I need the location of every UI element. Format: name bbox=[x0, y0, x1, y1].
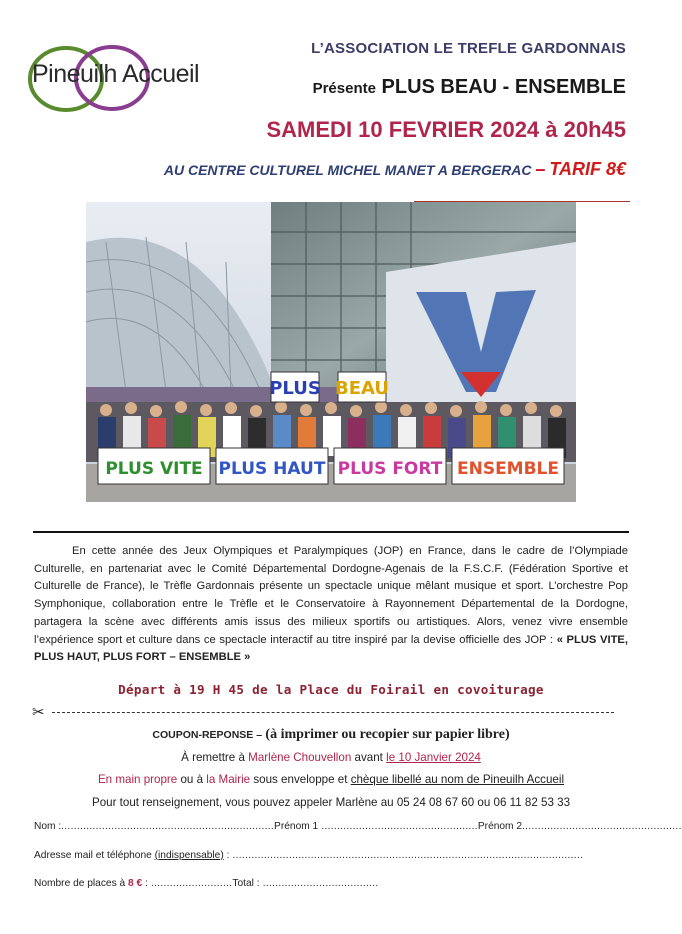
avant-text: avant bbox=[354, 751, 383, 764]
venue-dash: – bbox=[535, 159, 546, 179]
address-field[interactable]: ................................................................................................................ bbox=[229, 850, 584, 861]
return-instructions bbox=[0, 751, 662, 764]
delivery-instructions bbox=[0, 773, 662, 786]
prenom1-label: Prénom 1 bbox=[274, 821, 319, 832]
organization-name: L’ASSOCIATION LE TREFLE GARDONNAIS bbox=[311, 40, 626, 57]
jop-motto: « PLUS VITE, PLUS HAUT, PLUS FORT – ENSEMBLE » bbox=[34, 633, 629, 664]
event-date: SAMEDI 10 FEVRIER 2024 à 20h45 bbox=[266, 117, 626, 142]
description-paragraph bbox=[34, 543, 628, 667]
total-label: Total : bbox=[232, 878, 260, 889]
show-title-line bbox=[313, 76, 626, 99]
prenom1-field[interactable]: .................................................. bbox=[318, 821, 478, 832]
banner-plus-haut: PLUS HAUT bbox=[218, 459, 326, 479]
section-rule bbox=[33, 531, 629, 533]
sous-enveloppe-text: sous enveloppe et bbox=[253, 773, 348, 786]
contact-name: Marlène Chouvellon bbox=[248, 751, 352, 764]
en-text: En bbox=[97, 773, 113, 786]
show-title: PLUS BEAU - ENSEMBLE bbox=[381, 76, 626, 98]
logo-text: Pineuilh Accueil bbox=[32, 60, 200, 88]
scissors-icon: ✂ bbox=[32, 704, 45, 721]
coupon-title bbox=[0, 727, 662, 743]
places-field-row bbox=[34, 878, 379, 889]
departure-info: Départ à 19 H 45 de la Place du Foirail en covoiturage bbox=[118, 682, 544, 697]
places-colon: : bbox=[142, 878, 148, 889]
address-field-row bbox=[34, 850, 583, 861]
places-price: 8 € bbox=[128, 878, 143, 889]
group-photo bbox=[86, 202, 576, 502]
mairie: la Mairie bbox=[206, 773, 251, 786]
prenom2-label: Prénom 2 bbox=[477, 821, 523, 832]
prenom2-field[interactable]: ................................................... bbox=[522, 821, 682, 832]
ou-a-text: ou à bbox=[180, 773, 204, 786]
banner-plus-fort: PLUS FORT bbox=[337, 459, 443, 479]
main-propre: main propre bbox=[115, 773, 178, 786]
venue-line bbox=[164, 159, 626, 180]
banner-beau: BEAU bbox=[334, 378, 390, 399]
cut-line bbox=[52, 712, 614, 713]
total-field[interactable]: ..................................... bbox=[259, 878, 379, 889]
presents-prefix: Présente bbox=[312, 80, 376, 97]
description-text: En cette année des Jeux Olympiques et Paralympiques (JOP) en France, dans le cadre de l’Olympiade Culturelle, en partenariat avec le Comité Départemental Dordogne-Agenais de la F.S.C.F. (Fédération Sportive et Culturelle de France), le Trèfle Gardonnais présente un spectacle unique mêlant musique et sport. L’orchestre Pop Symphonique, collaboration entre le Trèfle et le Conservatoire à Rayonnement Départemental de la Dordogne, partagera la scène avec différents amis issus des milieux sportifs ou artistiques. Alors, venez vivre ensemble l’expérience sport et culture dans ce spectacle interactif au titre inspiré par la devise officielle des JOP : bbox=[34, 545, 628, 646]
remettre-text: À remettre à bbox=[181, 751, 245, 764]
nom-field[interactable]: .................................................................... bbox=[61, 821, 275, 832]
tarif: TARIF 8€ bbox=[549, 159, 626, 179]
coupon-subtitle: (à imprimer ou recopier sur papier libre) bbox=[265, 727, 510, 742]
places-label: Nombre de places à bbox=[34, 878, 126, 889]
deadline: le 10 Janvier 2024 bbox=[386, 751, 481, 764]
places-field[interactable]: .......................... bbox=[147, 878, 233, 889]
adresse-label: Adresse mail et téléphone bbox=[34, 850, 152, 861]
nom-label: Nom : bbox=[34, 821, 62, 832]
indispensable-label: (indispensable) bbox=[154, 850, 224, 861]
banner-plus: PLUS bbox=[269, 378, 321, 399]
coupon-label: COUPON-REPONSE – bbox=[152, 729, 263, 741]
adresse-colon: : bbox=[223, 850, 230, 861]
banner-ensemble: ENSEMBLE bbox=[456, 459, 560, 479]
cheque-instructions: chèque libellé au nom de Pineuilh Accueil bbox=[350, 773, 565, 786]
name-fields bbox=[34, 821, 682, 832]
venue: AU CENTRE CULTUREL MICHEL MANET A BERGERAC bbox=[163, 162, 532, 178]
banner-plus-vite: PLUS VITE bbox=[105, 459, 203, 479]
contact-info: Pour tout renseignement, vous pouvez appeler Marlène au 05 24 08 67 60 ou 06 11 82 53 33 bbox=[91, 796, 571, 809]
